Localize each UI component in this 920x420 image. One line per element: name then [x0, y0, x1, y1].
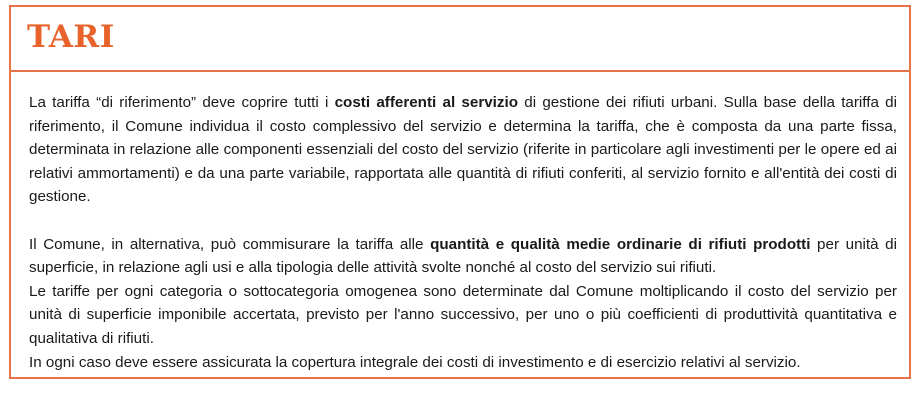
paragraph-alternative	[29, 233, 897, 280]
paragraph-1-bold: costi afferenti al servizio	[334, 94, 518, 111]
info-box	[9, 5, 911, 379]
box-header	[11, 7, 909, 72]
paragraph-gap	[29, 209, 897, 233]
paragraph-2-bold: quantità e qualità medie ordinarie di rifiuti prodotti	[430, 235, 811, 253]
paragraph-coverage: In ogni caso deve essere assicurata la copertura integrale dei costi di investimento e di esercizio relativi al servizio.	[29, 353, 801, 371]
box-content	[29, 91, 897, 374]
paragraph-reference-tariff	[29, 91, 897, 209]
paragraph-2-after: per unità di superficie, in relazione agli usi e alla tipologia delle attività svolte nonché al costo del servizio sui rifiuti.	[29, 235, 897, 277]
paragraph-1-before: La tariffa “di riferimento” deve coprire tutti i	[29, 94, 335, 111]
paragraph-categories: Le tariffe per ogni categoria o sottocategoria omogenea sono determinate dal Comune moltiplicando il costo del servizio per unità di superficie imponibile accertata, previsto per l'anno successivo, per uno o più coefficienti di produttività quantitativa e qualitativa di rifiuti.	[29, 282, 897, 347]
paragraph-1-after: di gestione dei rifiuti urbani. Sulla base della tariffa di riferimento, il Comune individua il costo complessivo del servizio e determina la tariffa, che è composta da una parte fissa, determinata in relazione alle componenti essenziali del costo del servizio (riferite in particolare agli investimenti per le opere ed ai relativi ammortamenti) e da una parte variabile, rapportata alle quantità di rifiuti conferiti, al servizio fornito e all'entità dei costi di gestione.	[29, 94, 897, 206]
paragraph-2-before: Il Comune, in alternativa, può commisurare la tariffa alle	[29, 235, 431, 253]
box-title: TARI	[27, 19, 115, 55]
